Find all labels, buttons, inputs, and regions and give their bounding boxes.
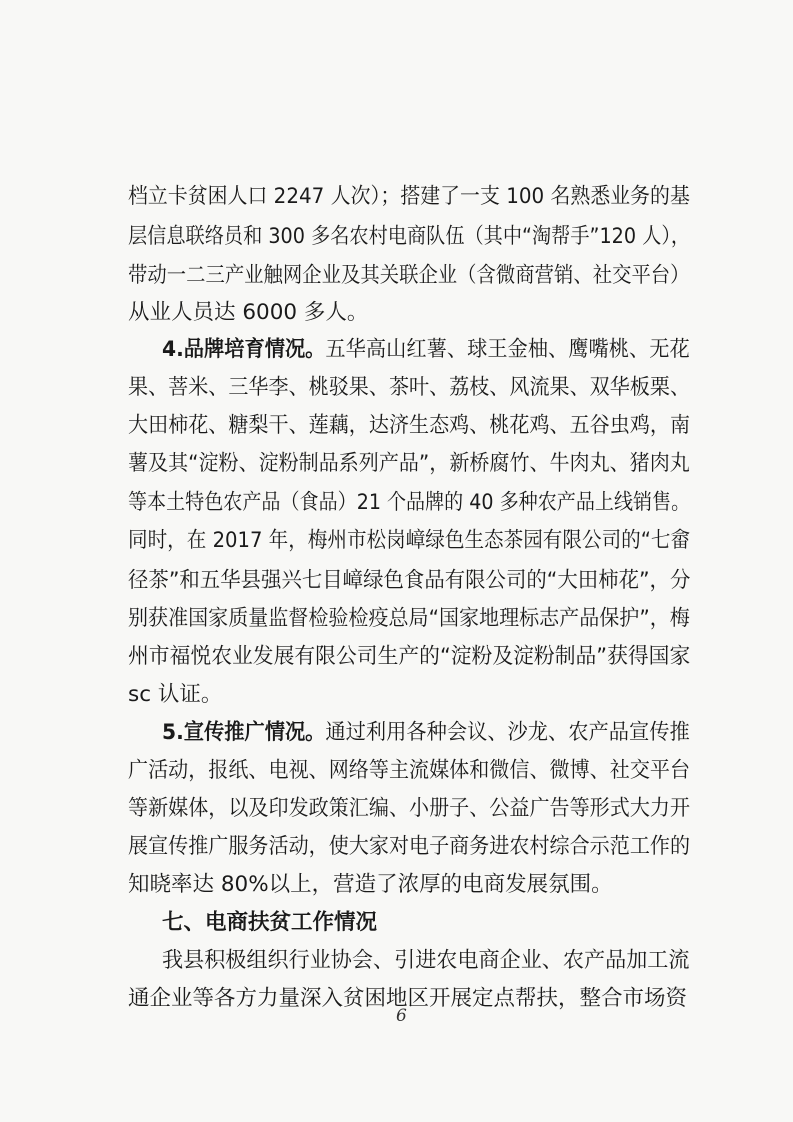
- text-line: 别获准国家质量监督检验检疫总局“国家地理标志产品保护”，梅: [128, 606, 690, 631]
- section-7-heading: 七、电商扶贫工作情况: [162, 910, 378, 935]
- text-line: 径茶”和五华县强兴七目嶂绿色食品有限公司的“大田柿花”，分: [128, 568, 691, 593]
- section-4-text: 五华高山红薯、球王金柚、鹰嘴桃、无花: [325, 337, 690, 362]
- text-line: 薯及其“淀粉、淀粉制品系列产品”，新桥腐竹、牛肉丸、猪肉丸: [128, 451, 690, 476]
- text-line: sc 认证。: [128, 682, 223, 707]
- section-5-title: 5.宣传推广情况。: [162, 720, 326, 745]
- text-line: 档立卡贫困人口 2247 人次）；搭建了一支 100 名熟悉业务的基: [128, 184, 690, 209]
- page-number: 6: [396, 1006, 407, 1026]
- text-line: 同时，在 2017 年，梅州市松岗嶂绿色生态茶园有限公司的“七畲: [128, 528, 691, 553]
- text-line: 等新媒体，以及印发政策汇编、小册子、公益广告等形式大力开: [128, 796, 691, 821]
- text-line: 州市福悦农业发展有限公司生产的“淀粉及淀粉制品”获得国家: [128, 644, 691, 669]
- text-line: 等本土特色农产品（食品）21 个品牌的 40 多种农产品上线销售。: [128, 490, 691, 515]
- text-line: 广活动，报纸、电视、网络等主流媒体和微信、微博、社交平台: [128, 758, 691, 783]
- text-line: 大田柿花、糖梨干、莲藕，达济生态鸡、桃花鸡、五谷虫鸡，南: [128, 413, 691, 438]
- text-line: 果、菩米、三华李、桃驳果、茶叶、荔枝、风流果、双华板栗、: [128, 375, 691, 400]
- text-line: 从业人员达 6000 多人。: [128, 300, 369, 325]
- text-line: 我县积极组织行业协会、引进农电商企业、农产品加工流: [162, 948, 690, 973]
- text-line: 通企业等各方力量深入贫困地区开展定点帮扶，整合市场资: [128, 986, 688, 1011]
- section-5-text: 通过利用各种会议、沙龙、农产品宣传推: [325, 720, 690, 745]
- text-line: 层信息联络员和 300 多名农村电商队伍（其中“淘帮手”120 人），: [128, 224, 691, 249]
- section-4-first-line: [162, 335, 690, 365]
- text-line: 知晓率达 80%以上，营造了浓厚的电商发展氛围。: [128, 872, 613, 897]
- text-line: 带动一二三产业触网企业及其关联企业（含微商营销、社交平台）: [128, 263, 690, 288]
- text-line: 展宣传推广服务活动，使大家对电子商务进农村综合示范工作的: [128, 834, 691, 859]
- section-4-title: 4.品牌培育情况。: [162, 337, 326, 362]
- section-5-first-line: [162, 718, 690, 748]
